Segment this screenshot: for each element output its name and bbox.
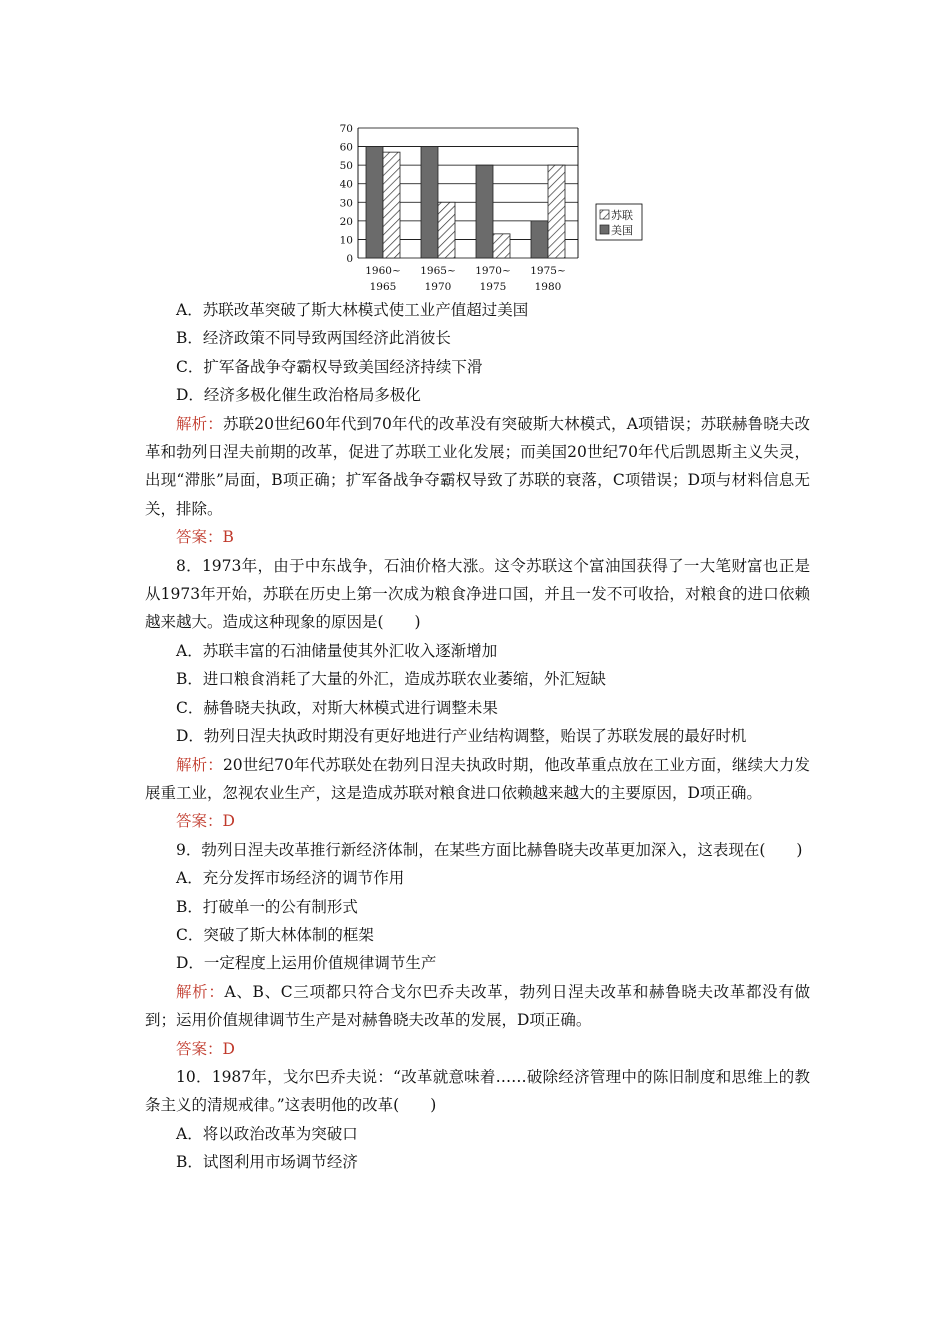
bar-美国 [531, 221, 548, 258]
analysis-text: 20世纪70年代苏联处在勃列日涅夫执政时期，他改革重点放在工业方面，继续大力发展重工业，忽视农业生产，这是造成苏联对粮食进口依赖越来越大的主要原因，D项正确。 [145, 755, 810, 802]
q9-option-a: A．充分发挥市场经济的调节作用 [176, 869, 405, 888]
y-tick-label: 40 [339, 178, 353, 191]
x-tick-label: 1975~ [530, 265, 566, 277]
q8-option-a: A．苏联丰富的石油储量使其外汇收入逐渐增加 [176, 641, 498, 660]
bar-苏联 [548, 165, 565, 258]
q9-option-b: B．打破单一的公有制形式 [176, 897, 358, 916]
x-tick-label: 1960~ [365, 265, 401, 277]
q9-answer: 答案：D [176, 1039, 235, 1058]
legend-swatch [600, 225, 609, 234]
q7-analysis [145, 410, 810, 524]
x-tick-label: 1975 [479, 281, 507, 293]
document-body [145, 296, 810, 1177]
y-axis-ticks [340, 123, 353, 265]
x-tick-label: 1980 [534, 281, 562, 293]
q7-option-c: C．扩军备战争夺霸权导致美国经济持续下滑 [176, 357, 483, 376]
q8-analysis [145, 751, 810, 808]
q7-answer: 答案：B [176, 528, 234, 547]
chart-legend [596, 204, 642, 240]
q7-option-b: B．经济政策不同导致两国经济此消彼长 [176, 329, 451, 348]
q9-stem: 9．勃列日涅夫改革推行新经济体制，在某些方面比赫鲁晓夫改革更加深入，这表现在( ) [176, 840, 803, 859]
q9-analysis [145, 978, 810, 1035]
y-tick-label: 60 [339, 141, 353, 154]
analysis-label: 解析： [176, 414, 223, 433]
x-tick-label: 1965 [369, 281, 397, 293]
q7-option-a: A．苏联改革突破了斯大林模式使工业产值超过美国 [176, 301, 529, 319]
q8-option-c: C．赫鲁晓夫执政，对斯大林模式进行调整未果 [176, 698, 498, 717]
bar-苏联 [383, 152, 400, 258]
analysis-label: 解析： [176, 982, 225, 1001]
q8-answer: 答案：D [176, 812, 235, 831]
y-tick-label: 50 [339, 160, 353, 173]
q8-option-b: B．进口粮食消耗了大量的外汇，造成苏联农业萎缩，外汇短缺 [176, 670, 606, 689]
bar-美国 [476, 165, 493, 258]
y-tick-label: 70 [339, 123, 353, 135]
legend-label: 美国 [611, 224, 633, 237]
y-tick-label: 0 [346, 253, 353, 265]
y-tick-label: 10 [339, 234, 353, 247]
x-tick-label: 1970 [424, 281, 452, 293]
q8-option-d: D．勃列日涅夫执政时期没有更好地进行产业结构调整，贻误了苏联发展的最好时机 [176, 727, 747, 746]
y-tick-label: 30 [339, 197, 353, 210]
q9-option-d: D．一定程度上运用价值规律调节生产 [176, 954, 437, 973]
x-tick-label: 1970~ [475, 265, 511, 277]
q10-option-a: A．将以政治改革为突破口 [176, 1124, 358, 1143]
q10-stem: 10．1987年，戈尔巴乔夫说：“改革就意味着……破除经济管理中的陈旧制度和思维上的教条主义的清规戒律。”这表明他的改革( ) [145, 1067, 810, 1115]
q10-option-b: B．试图利用市场调节经济 [176, 1153, 358, 1172]
x-axis-ticks [365, 265, 566, 293]
bar-苏联 [493, 234, 510, 258]
bar-苏联 [438, 202, 455, 258]
q7-option-d: D．经济多极化催生政治格局多极化 [176, 386, 421, 405]
analysis-text: 苏联20世纪60年代到70年代的改革没有突破斯大林模式，A项错误；苏联赫鲁晓夫改革和勃列日涅夫前期的改革，促进了苏联工业化发展；而美国20世纪70年代后凯恩斯主义失灵，出现“滞胀”局面，B项正确；扩军备战争夺霸权导致了苏联的衰落，C项错误；D项与材料信息无关，排除。 [145, 414, 810, 518]
legend-swatch [600, 210, 609, 219]
legend-label: 苏联 [611, 209, 633, 222]
q9-option-c: C．突破了斯大林体制的框架 [176, 925, 374, 944]
analysis-text: A、B、C三项都只符合戈尔巴乔夫改革，勃列日涅夫改革和赫鲁晓夫改革都没有做到；运用价值规律调节生产是对赫鲁晓夫改革的发展，D项正确。 [145, 982, 810, 1030]
analysis-label: 解析： [176, 755, 223, 774]
q8-stem: 8．1973年，由于中东战争，石油价格大涨。这令苏联这个富油国获得了一大笔财富也正是从1973年开始，苏联在历史上第一次成为粮食净进口国，并且一发不可收拾，对粮食的进口依赖越来越大。造成这种现象的原因是( ) [145, 556, 810, 632]
bar-美国 [421, 147, 438, 258]
bar-美国 [366, 147, 383, 258]
x-tick-label: 1965~ [420, 265, 456, 277]
y-tick-label: 20 [339, 215, 353, 228]
bar-chart [330, 118, 660, 300]
